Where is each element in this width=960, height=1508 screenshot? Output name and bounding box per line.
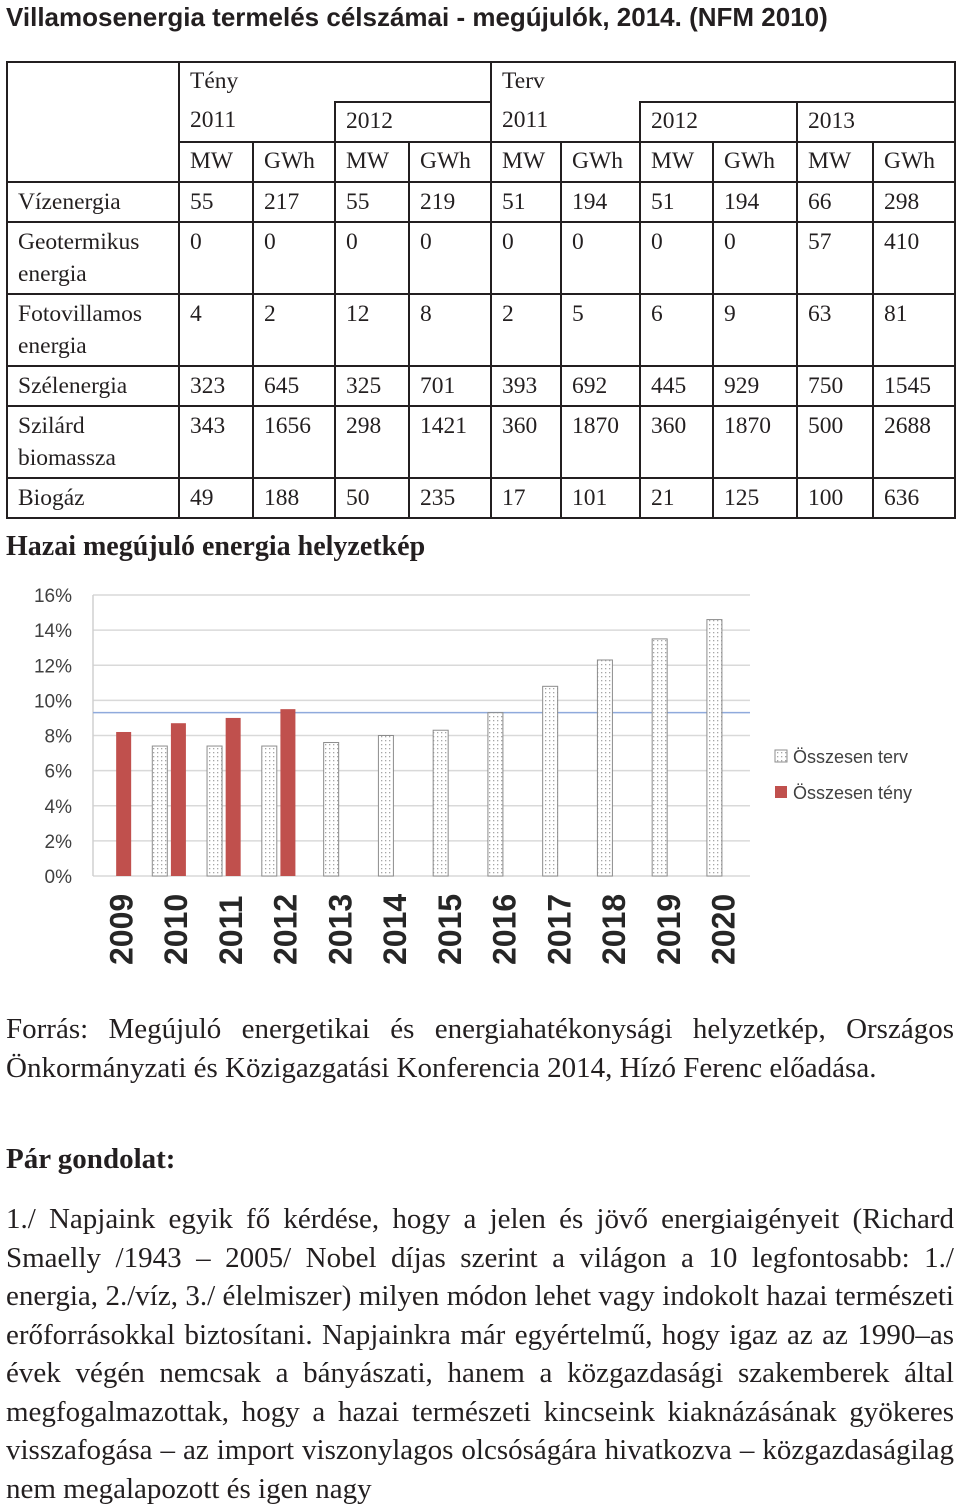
table-row [7,366,955,406]
table-cell: 66 [797,182,873,222]
chart-heading: Hazai megújuló energia helyzetkép [6,531,426,562]
row-label: Geotermikus energia [7,222,179,294]
header-unit: GWh [253,142,335,182]
chart-bars [116,620,722,876]
x-tick-label: 2011 [212,895,249,965]
table-cell: 49 [179,478,253,518]
table-row [7,294,955,366]
y-tick-label: 4% [44,796,72,818]
table-cell: 63 [797,294,873,366]
table-cell: 393 [491,366,561,406]
table-row [7,222,955,294]
table-cell: 125 [713,478,797,518]
table-row [7,182,955,222]
table-cell: 0 [561,222,640,294]
table-cell: 57 [797,222,873,294]
bar-terv [707,620,722,876]
table-cell: 2 [491,294,561,366]
table-cell: 9 [713,294,797,366]
x-tick-label: 2018 [596,893,633,965]
thoughts-heading: Pár gondolat: [6,1143,176,1175]
bar-terv [207,746,222,876]
header-unit: MW [640,142,713,182]
table-cell: 51 [640,182,713,222]
x-tick-label: 2013 [322,893,359,965]
bar-terv [262,746,277,876]
chart-y-axis [34,586,72,888]
renewable-share-chart [0,575,960,980]
table-cell: 410 [873,222,955,294]
table-cell: 645 [253,366,335,406]
header-unit: GWh [713,142,797,182]
table-cell: 1545 [873,366,955,406]
y-tick-label: 16% [33,586,72,607]
bar-terv [543,686,558,876]
table-cell: 0 [253,222,335,294]
table-cell: 0 [335,222,409,294]
table-cell: 500 [797,406,873,478]
table-cell: 323 [179,366,253,406]
bar-terv [488,713,503,876]
table-cell: 343 [179,406,253,478]
table-cell: 17 [491,478,561,518]
table-cell: 188 [253,478,335,518]
legend-swatch-teny [775,786,787,798]
header-year: 2011 [491,102,640,142]
row-label: Szélenergia [7,366,179,406]
table-cell: 21 [640,478,713,518]
table-cell: 194 [713,182,797,222]
table-cell: 298 [873,182,955,222]
table-cell: 360 [491,406,561,478]
header-year: 2013 [797,102,955,142]
x-tick-label: 2010 [158,893,195,965]
table-cell: 8 [409,294,491,366]
header-teny: Tény [179,62,491,102]
header-unit: MW [797,142,873,182]
table-cell: 4 [179,294,253,366]
header-year: 2012 [640,102,797,142]
bar-terv [324,743,339,876]
x-tick-label: 2016 [486,893,523,965]
bar-teny [171,723,186,876]
table-header-row-groups [7,62,955,102]
table-cell: 12 [335,294,409,366]
header-unit: GWh [561,142,640,182]
table-cell: 2 [253,294,335,366]
table-cell: 0 [713,222,797,294]
row-label: Fotovillamos energia [7,294,179,366]
chart-x-axis [103,894,741,965]
table-cell: 101 [561,478,640,518]
table-row [7,478,955,518]
table-cell: 445 [640,366,713,406]
table-cell: 1656 [253,406,335,478]
table-cell: 0 [409,222,491,294]
table-cell: 50 [335,478,409,518]
body-paragraph: 1./ Napjaink egyik fő kérdése, hogy a jelen és jövő energiaigényeit (Richard Smaelly /1943 – 2005/ Nobel díjas szerint a világon a 10 legfontosabb: 1./ energia, 2./víz, 3./ élelmiszer) milyen módon lehet vagy indokolt hazai természeti erőforrásokkal biztosítani. Napjainkra már egyértelmű, hogy igaz az az 1990–as évek végén nemcsak a bányászati, hanem a közgazdasági szakemberek által megfogalmazottak, hogy a hazai természeti kincseink kiaknázásának gyökeres visszafogása – az import viszonylagos olcsóságára hivatkozva – közgazdaságilag nem megalapozott és igen nagy [6,1203,954,1505]
energy-targets-table [6,61,956,519]
row-label: Vízenergia [7,182,179,222]
table-corner-cell [7,62,179,182]
table-cell: 55 [179,182,253,222]
y-tick-label: 0% [44,867,72,888]
y-tick-label: 10% [33,691,72,713]
x-tick-label: 2009 [103,893,140,965]
bar-terv [597,660,612,876]
table-cell: 1870 [713,406,797,478]
page-title: Villamosenergia termelés célszámai - megújulók, 2014. (NFM 2010) [6,2,828,32]
legend-label-terv: Összesen terv [793,747,909,767]
table-cell: 55 [335,182,409,222]
row-label: Biogáz [7,478,179,518]
header-unit: MW [335,142,409,182]
chart-legend [775,747,912,803]
table-cell: 217 [253,182,335,222]
table-cell: 0 [179,222,253,294]
table-cell: 51 [491,182,561,222]
legend-label-teny: Összesen tény [793,783,913,803]
table-cell: 1421 [409,406,491,478]
bar-teny [280,709,295,876]
table-cell: 0 [491,222,561,294]
bar-terv [433,730,448,876]
table-cell: 929 [713,366,797,406]
y-tick-label: 8% [44,726,72,748]
table-cell: 1870 [561,406,640,478]
table-cell: 298 [335,406,409,478]
header-unit: MW [491,142,561,182]
table-cell: 701 [409,366,491,406]
table-cell: 5 [561,294,640,366]
table-cell: 0 [640,222,713,294]
table-cell: 2688 [873,406,955,478]
header-unit: GWh [409,142,491,182]
x-tick-label: 2015 [431,893,468,965]
table-cell: 81 [873,294,955,366]
table-cell: 6 [640,294,713,366]
header-unit: MW [179,142,253,182]
table-cell: 235 [409,478,491,518]
chart-gridlines [93,595,750,876]
x-tick-label: 2017 [541,893,578,965]
table-cell: 219 [409,182,491,222]
bar-terv [652,639,667,876]
header-year: 2012 [335,102,491,142]
y-tick-label: 12% [33,656,72,678]
bar-terv [152,746,167,876]
bar-teny [116,732,131,876]
x-tick-label: 2019 [650,893,687,965]
x-tick-label: 2012 [267,893,304,965]
table-cell: 325 [335,366,409,406]
bar-terv [378,736,393,877]
y-tick-label: 14% [33,621,72,643]
table-cell: 360 [640,406,713,478]
table-cell: 692 [561,366,640,406]
source-note: Forrás: Megújuló energetikai és energiahatékonysági helyzetkép, Országos Önkormányzati és Közigazgatási Konferencia 2014, Hízó Ferenc előadása. [6,1013,954,1084]
table-body [7,182,955,518]
table-cell: 194 [561,182,640,222]
header-unit: GWh [873,142,955,182]
header-year: 2011 [179,102,335,142]
x-tick-label: 2014 [377,893,414,965]
legend-swatch-terv [775,750,787,762]
y-tick-label: 2% [44,831,72,853]
x-tick-label: 2020 [705,893,742,965]
bar-teny [226,718,241,876]
row-label: Szilárd biomassza [7,406,179,478]
y-tick-label: 6% [44,761,72,783]
table-cell: 100 [797,478,873,518]
table-cell: 636 [873,478,955,518]
table-row [7,406,955,478]
header-terv: Terv [491,62,955,102]
table-cell: 750 [797,366,873,406]
